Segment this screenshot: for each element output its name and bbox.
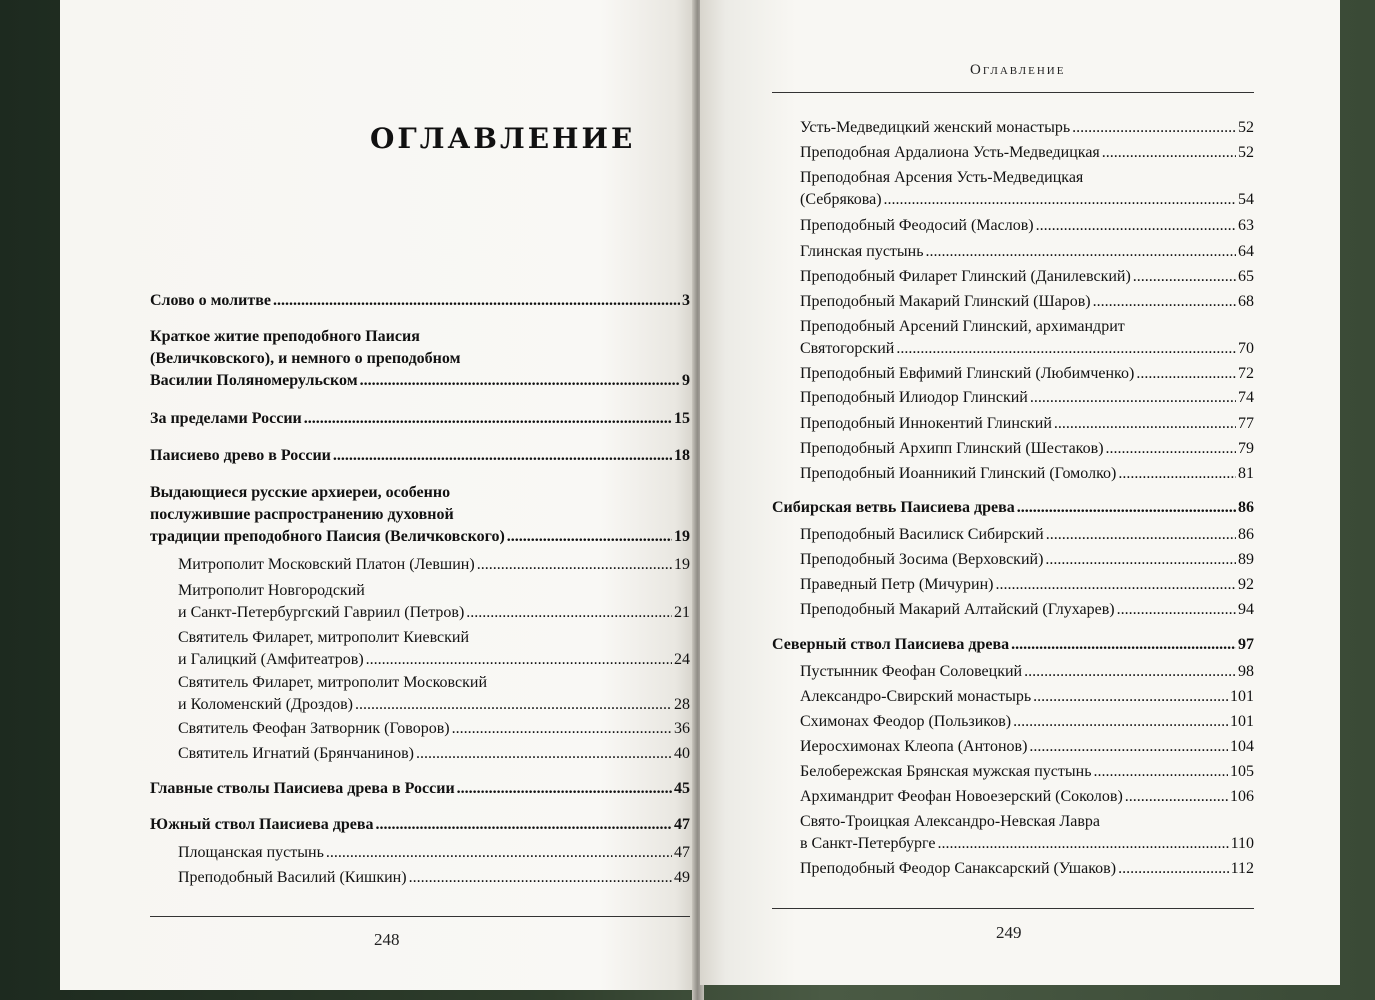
toc-entry-title: Белобережская Брянская мужская пустынь xyxy=(800,763,1092,780)
dot-leader xyxy=(1017,497,1236,519)
dot-leader xyxy=(457,778,672,800)
toc-entry xyxy=(150,482,690,548)
dot-leader xyxy=(1011,634,1236,656)
toc-entry-title: Преподобный Зосима (Верховский) xyxy=(800,551,1044,568)
toc-page-number: 19 xyxy=(674,556,690,573)
toc-entry xyxy=(772,599,1254,621)
toc-entry xyxy=(772,736,1254,758)
dot-leader xyxy=(409,867,672,889)
toc-entry-title: Святитель Филарет, митрополит Киевский xyxy=(178,629,470,646)
toc-entry xyxy=(150,326,690,392)
toc-entry xyxy=(772,363,1254,385)
toc-entry-title: Преподобный Иннокентий Глинский xyxy=(800,415,1052,432)
toc-entry xyxy=(150,867,690,889)
toc-entry-title: Преподобный Филарет Глинский (Данилевский) xyxy=(800,268,1131,285)
toc-entry xyxy=(772,266,1254,288)
toc-entry-title: Преподобный Архипп Глинский (Шестаков) xyxy=(800,440,1104,457)
toc-page-number: 70 xyxy=(1238,340,1254,357)
toc-page-number: 21 xyxy=(674,604,690,621)
toc-page-number: 52 xyxy=(1238,119,1254,136)
toc-page-number: 68 xyxy=(1238,293,1254,310)
toc-entry xyxy=(772,634,1254,656)
toc-entry-title: Святитель Игнатий (Брянчанинов) xyxy=(178,745,414,762)
toc-entry-title: и Санкт-Петербургский Гавриил (Петров) xyxy=(178,604,465,621)
toc-page-number: 54 xyxy=(1238,191,1254,208)
dot-leader xyxy=(1106,438,1236,460)
toc-entry-title: Александро-Свирский монастырь xyxy=(800,688,1032,705)
toc-list-left xyxy=(150,290,690,900)
toc-entry xyxy=(150,445,690,467)
toc-entry xyxy=(772,438,1254,460)
toc-page-number: 89 xyxy=(1238,551,1254,568)
dot-leader xyxy=(1118,858,1229,880)
toc-entry-title: Преподобный Илиодор Глинский xyxy=(800,389,1028,406)
toc-entry-title: За пределами России xyxy=(150,410,302,427)
toc-entry-title: Выдающиеся русские архиереи, особенно xyxy=(150,484,451,501)
toc-entry-title: Краткое житие преподобного Паисия xyxy=(150,328,420,345)
toc-entry xyxy=(772,686,1254,708)
toc-page-number: 92 xyxy=(1238,576,1254,593)
toc-entry-title: Праведный Петр (Мичурин) xyxy=(800,576,994,593)
dot-leader xyxy=(507,526,672,548)
toc-entry xyxy=(150,408,690,430)
toc-page-number: 19 xyxy=(674,528,690,545)
toc-entry-title: Иеросхимонах Клеопа (Антонов) xyxy=(800,738,1028,755)
toc-page-number: 63 xyxy=(1238,217,1254,234)
toc-entry xyxy=(772,142,1254,164)
toc-entry-title: Преподобная Ардалиона Усть-Медведицкая xyxy=(800,144,1100,161)
right-page xyxy=(700,0,1340,985)
left-page xyxy=(60,0,695,990)
toc-entry-title: Василии Поляномерульском xyxy=(150,372,358,389)
toc-entry-title: Слово о молитве xyxy=(150,292,271,309)
toc-entry-title: в Санкт-Петербурге xyxy=(800,835,936,852)
toc-entry-title: Преподобный Евфимий Глинский (Любимченко) xyxy=(800,365,1135,382)
dot-leader xyxy=(355,694,672,716)
toc-entry-title: Свято-Троицкая Александро-Невская Лавра xyxy=(800,813,1101,830)
page-title: ОГЛАВЛЕНИЕ xyxy=(370,122,636,155)
toc-page-number: 101 xyxy=(1230,688,1254,705)
toc-entry-title: Архимандрит Феофан Новоезерский (Соколов) xyxy=(800,788,1123,805)
dot-leader xyxy=(896,338,1236,360)
toc-page-number: 49 xyxy=(674,869,690,886)
toc-page-number: 105 xyxy=(1230,763,1254,780)
dot-leader xyxy=(375,814,672,836)
toc-entry-title: Святитель Феофан Затворник (Говоров) xyxy=(178,720,450,737)
toc-page-number: 47 xyxy=(674,816,690,833)
toc-entry-title: Митрополит Новгородский xyxy=(178,582,365,599)
toc-entry xyxy=(772,413,1254,435)
toc-entry-title: Сибирская ветвь Паисиева древа xyxy=(772,499,1015,516)
toc-page-number: 9 xyxy=(682,372,690,389)
toc-page-number: 110 xyxy=(1230,835,1254,852)
toc-page-number: 40 xyxy=(674,745,690,762)
dot-leader xyxy=(1133,266,1236,288)
toc-entry-title: Преподобный Макарий Глинский (Шаров) xyxy=(800,293,1091,310)
page-number: 248 xyxy=(374,930,400,949)
toc-entry xyxy=(150,743,690,765)
toc-entry-title: и Коломенский (Дроздов) xyxy=(178,696,353,713)
dot-leader xyxy=(1036,215,1236,237)
toc-entry xyxy=(772,711,1254,733)
toc-page-number: 52 xyxy=(1238,144,1254,161)
dot-leader xyxy=(366,649,672,671)
toc-page-number: 72 xyxy=(1238,365,1254,382)
footer-rule xyxy=(772,908,1254,909)
dot-leader xyxy=(1054,413,1236,435)
toc-entry xyxy=(772,316,1254,360)
toc-entry-title: послужившие распространению духовной xyxy=(150,506,454,523)
toc-page-number: 101 xyxy=(1230,713,1254,730)
toc-page-number: 65 xyxy=(1238,268,1254,285)
toc-page-number: 86 xyxy=(1238,499,1254,516)
toc-page-number: 28 xyxy=(674,696,690,713)
toc-entry xyxy=(150,672,690,716)
toc-entry xyxy=(772,215,1254,237)
toc-entry xyxy=(150,814,690,836)
toc-entry xyxy=(772,574,1254,596)
toc-entry-title: Святогорский xyxy=(800,340,895,357)
toc-entry xyxy=(772,524,1254,546)
dot-leader xyxy=(326,842,672,864)
toc-entry-title: Площанская пустынь xyxy=(178,844,324,861)
dot-leader xyxy=(938,833,1229,855)
toc-page-number: 104 xyxy=(1230,738,1254,755)
dot-leader xyxy=(360,370,680,392)
toc-page-number: 94 xyxy=(1238,601,1254,618)
toc-page-number: 45 xyxy=(674,780,690,797)
toc-entry xyxy=(150,554,690,576)
toc-entry-title: Преподобный Феодор Санаксарский (Ушаков) xyxy=(800,860,1117,877)
toc-page-number: 18 xyxy=(674,447,690,464)
toc-page-number: 106 xyxy=(1230,788,1254,805)
dot-leader xyxy=(1125,786,1228,808)
dot-leader xyxy=(1136,363,1236,385)
dot-leader xyxy=(1045,549,1236,571)
toc-entry-title: Преподобная Арсения Усть-Медведицкая xyxy=(800,169,1084,186)
toc-entry-title: Митрополит Московский Платон (Левшин) xyxy=(178,556,475,573)
dot-leader xyxy=(1024,661,1236,683)
toc-entry xyxy=(772,291,1254,313)
toc-entry-title: и Галицкий (Амфитеатров) xyxy=(178,651,364,668)
toc-entry-title: (Себрякова) xyxy=(800,191,882,208)
dot-leader xyxy=(466,602,672,624)
footer-rule xyxy=(150,916,690,917)
toc-entry xyxy=(772,117,1254,139)
toc-entry-title: Северный ствол Паисиева древа xyxy=(772,636,1010,653)
toc-entry xyxy=(772,811,1254,855)
dot-leader xyxy=(477,554,672,576)
toc-entry xyxy=(772,463,1254,485)
dot-leader xyxy=(1093,291,1236,313)
toc-entry-title: Южный ствол Паисиева древа xyxy=(150,816,374,833)
toc-entry-title: Преподобный Василий (Кишкин) xyxy=(178,869,407,886)
toc-page-number: 77 xyxy=(1238,415,1254,432)
toc-entry-title: Преподобный Василиск Сибирский xyxy=(800,526,1044,543)
dot-leader xyxy=(1029,736,1228,758)
toc-entry xyxy=(150,580,690,624)
dot-leader xyxy=(1030,387,1236,409)
dot-leader xyxy=(1046,524,1236,546)
toc-page-number: 64 xyxy=(1238,243,1254,260)
toc-entry xyxy=(150,718,690,740)
toc-page-number: 74 xyxy=(1238,389,1254,406)
toc-page-number: 81 xyxy=(1238,465,1254,482)
header-rule xyxy=(772,92,1254,93)
dot-leader xyxy=(1033,686,1228,708)
toc-entry-title: Преподобный Макарий Алтайский (Глухарев) xyxy=(800,601,1115,618)
dot-leader xyxy=(1013,711,1228,733)
toc-entry xyxy=(150,778,690,800)
dot-leader xyxy=(1117,599,1236,621)
dot-leader xyxy=(333,445,672,467)
toc-page-number: 86 xyxy=(1238,526,1254,543)
toc-page-number: 98 xyxy=(1238,663,1254,680)
toc-entry xyxy=(772,786,1254,808)
running-head: Оглавление xyxy=(970,62,1066,78)
toc-entry-title: Преподобный Иоанникий Глинский (Гомолко) xyxy=(800,465,1117,482)
toc-entry-title: Преподобный Феодосий (Маслов) xyxy=(800,217,1034,234)
toc-page-number: 47 xyxy=(674,844,690,861)
toc-page-number: 79 xyxy=(1238,440,1254,457)
toc-entry xyxy=(772,387,1254,409)
toc-entry-title: Схимонах Феодор (Пользиков) xyxy=(800,713,1012,730)
toc-page-number: 24 xyxy=(674,651,690,668)
toc-entry-title: (Величковского), и немного о преподобном xyxy=(150,350,461,367)
toc-page-number: 97 xyxy=(1238,636,1254,653)
toc-page-number: 36 xyxy=(674,720,690,737)
toc-entry xyxy=(150,290,690,312)
dot-leader xyxy=(1102,142,1236,164)
dot-leader xyxy=(1072,117,1236,139)
toc-entry xyxy=(150,627,690,671)
toc-entry-title: Паисиево древо в России xyxy=(150,447,331,464)
toc-entry xyxy=(772,241,1254,263)
toc-entry-title: Усть-Медведицкий женский монастырь xyxy=(800,119,1071,136)
dot-leader xyxy=(304,408,672,430)
dot-leader xyxy=(452,718,672,740)
dot-leader xyxy=(884,189,1236,211)
toc-entry xyxy=(772,497,1254,519)
dot-leader xyxy=(926,241,1236,263)
toc-entry-title: Святитель Филарет, митрополит Московский xyxy=(178,674,487,691)
toc-entry xyxy=(150,842,690,864)
dot-leader xyxy=(273,290,680,312)
toc-entry-title: традиции преподобного Паисия (Величковского) xyxy=(150,528,505,545)
toc-entry xyxy=(772,761,1254,783)
toc-page-number: 112 xyxy=(1230,860,1254,877)
toc-entry-title: Главные стволы Паисиева древа в России xyxy=(150,780,455,797)
dot-leader xyxy=(416,743,672,765)
toc-page-number: 3 xyxy=(682,292,690,309)
toc-list-right xyxy=(772,117,1254,887)
dot-leader xyxy=(995,574,1236,596)
toc-entry xyxy=(772,661,1254,683)
toc-entry-title: Преподобный Арсений Глинский, архимандрит xyxy=(800,318,1125,335)
toc-entry-title: Пустынник Феофан Соловецкий xyxy=(800,663,1023,680)
toc-entry xyxy=(772,858,1254,880)
dot-leader xyxy=(1094,761,1228,783)
toc-entry xyxy=(772,549,1254,571)
dot-leader xyxy=(1118,463,1236,485)
page-number: 249 xyxy=(996,923,1022,942)
toc-page-number: 15 xyxy=(674,410,690,427)
toc-entry xyxy=(772,167,1254,211)
toc-entry-title: Глинская пустынь xyxy=(800,243,924,260)
